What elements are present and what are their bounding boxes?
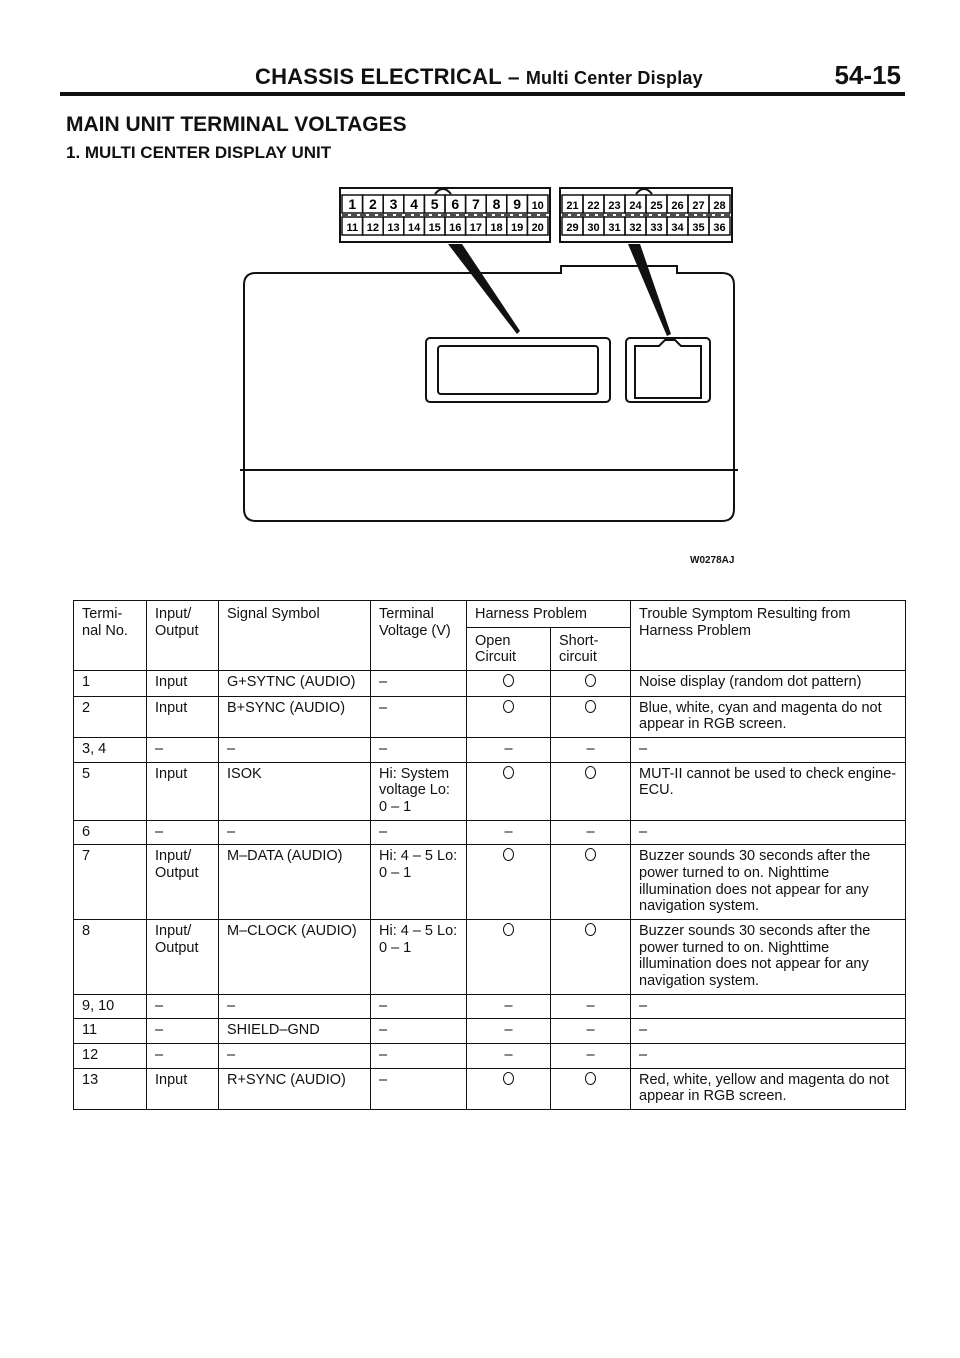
connector-pin-label: 9 xyxy=(513,196,521,212)
signal-cell: – xyxy=(219,738,371,763)
table-row xyxy=(74,696,906,737)
trouble-symptom-cell: Buzzer sounds 30 seconds after the power turned to on. Nighttime illumination does not appear for any navigation system. xyxy=(631,920,906,995)
trouble-symptom-cell: – xyxy=(631,994,906,1019)
circle-mark xyxy=(585,766,596,779)
header-signal: Signal Symbol xyxy=(219,601,371,671)
voltage-cell: – xyxy=(371,671,467,697)
circle-mark xyxy=(585,700,596,713)
open-circuit-cell xyxy=(467,762,551,820)
io-cell: Input xyxy=(147,1068,219,1109)
connector-pin-label: 35 xyxy=(692,222,705,234)
header-terminal: Termi- nal No. xyxy=(74,601,147,671)
io-cell: Input/ Output xyxy=(147,845,219,920)
circle-mark xyxy=(585,674,596,687)
signal-cell: ISOK xyxy=(219,762,371,820)
short-circuit-cell: – xyxy=(551,1044,631,1069)
terminal-no-cell: 8 xyxy=(74,920,147,995)
trouble-symptom-cell: Red, white, yellow and magenta do not appear in RGB screen. xyxy=(631,1068,906,1109)
voltage-cell: – xyxy=(371,1019,467,1044)
open-circuit-cell: – xyxy=(467,820,551,845)
connector-pin-label: 4 xyxy=(410,196,418,212)
section-subheading: 1. MULTI CENTER DISPLAY UNIT xyxy=(66,143,332,162)
connector-pin-label: 3 xyxy=(389,196,398,212)
short-circuit-cell: – xyxy=(551,820,631,845)
table-row xyxy=(74,1068,906,1109)
figure-code: W0278AJ xyxy=(690,555,735,566)
open-circuit-cell xyxy=(467,696,551,737)
signal-cell: – xyxy=(219,820,371,845)
signal-cell: R+SYNC (AUDIO) xyxy=(219,1068,371,1109)
connector-pin-label: 8 xyxy=(492,196,501,212)
signal-cell: B+SYNC (AUDIO) xyxy=(219,696,371,737)
connector-pin-label: 25 xyxy=(650,200,663,212)
circle-mark xyxy=(503,848,514,861)
header-rule xyxy=(60,92,905,96)
open-circuit-cell xyxy=(467,1068,551,1109)
connector-pin-label: 31 xyxy=(608,222,621,234)
short-circuit-cell xyxy=(551,762,631,820)
short-circuit-cell: – xyxy=(551,994,631,1019)
connector-pin-label: 15 xyxy=(428,222,441,234)
connector-pin-label: 1 xyxy=(348,196,357,212)
connector-pin-label: 14 xyxy=(407,222,421,234)
trouble-symptom-cell: Buzzer sounds 30 seconds after the power turned to on. Nighttime illumination does not appear for any navigation system. xyxy=(631,845,906,920)
connector-pin-label: 33 xyxy=(650,222,663,234)
page-heading: MAIN UNIT TERMINAL VOLTAGES xyxy=(66,113,407,136)
page-header xyxy=(60,60,905,94)
short-circuit-cell: – xyxy=(551,738,631,763)
connector-pin-label: 30 xyxy=(587,222,600,234)
header-open: Open Circuit xyxy=(467,627,551,670)
connector-pin-label: 7 xyxy=(472,196,480,212)
table-row xyxy=(74,671,906,697)
open-circuit-cell xyxy=(467,920,551,995)
terminal-no-cell: 7 xyxy=(74,845,147,920)
terminal-no-cell: 3, 4 xyxy=(74,738,147,763)
connector-pin-label: 34 xyxy=(671,222,684,234)
short-circuit-cell xyxy=(551,920,631,995)
terminal-no-cell: 9, 10 xyxy=(74,994,147,1019)
connector-pin-label: 26 xyxy=(671,200,684,212)
voltage-cell: – xyxy=(371,738,467,763)
terminal-voltage-table xyxy=(73,600,906,1110)
connector-pin-label: 17 xyxy=(469,222,483,234)
connector-pin-label: 22 xyxy=(587,200,600,212)
header-io: Input/ Output xyxy=(147,601,219,671)
signal-cell: M–CLOCK (AUDIO) xyxy=(219,920,371,995)
connector-pin-label: 29 xyxy=(566,222,579,234)
terminal-no-cell: 2 xyxy=(74,696,147,737)
trouble-symptom-cell: MUT-II cannot be used to check engine-ECU. xyxy=(631,762,906,820)
section-title: CHASSIS ELECTRICAL xyxy=(255,64,502,89)
header-title xyxy=(255,64,703,90)
voltage-cell: Hi: 4 – 5 Lo: 0 – 1 xyxy=(371,920,467,995)
unit-body xyxy=(240,266,738,521)
display-unit-diagram xyxy=(230,186,750,531)
terminal-no-cell: 6 xyxy=(74,820,147,845)
connector-pin-label: 5 xyxy=(430,196,439,212)
connector-pin-label: 28 xyxy=(713,200,726,212)
connector-pin-label: 13 xyxy=(387,222,400,234)
connector-pin-label: 24 xyxy=(629,200,642,212)
circle-mark xyxy=(585,848,596,861)
connector-pin-label: 36 xyxy=(713,222,726,234)
voltage-cell: – xyxy=(371,994,467,1019)
circle-mark xyxy=(503,700,514,713)
subsection-title: Multi Center Display xyxy=(525,68,703,88)
short-circuit-cell xyxy=(551,1068,631,1109)
io-cell: Input xyxy=(147,696,219,737)
io-cell: Input xyxy=(147,762,219,820)
signal-cell: – xyxy=(219,994,371,1019)
io-cell: – xyxy=(147,994,219,1019)
table-row xyxy=(74,820,906,845)
open-circuit-cell xyxy=(467,845,551,920)
header-dash: – xyxy=(507,66,520,89)
voltage-cell: Hi: 4 – 5 Lo: 0 – 1 xyxy=(371,845,467,920)
io-cell: – xyxy=(147,1044,219,1069)
page-number: 54-15 xyxy=(834,60,901,90)
signal-cell: SHIELD–GND xyxy=(219,1019,371,1044)
short-circuit-cell xyxy=(551,671,631,697)
table-row xyxy=(74,845,906,920)
signal-cell: – xyxy=(219,1044,371,1069)
connector-pin-label: 18 xyxy=(490,222,503,234)
connector-pin-label: 23 xyxy=(608,200,621,212)
connector-pin-label: 27 xyxy=(692,200,705,212)
header-harness: Harness Problem xyxy=(467,601,631,628)
circle-mark xyxy=(503,674,514,687)
io-cell: – xyxy=(147,738,219,763)
voltage-cell: – xyxy=(371,1044,467,1069)
connector-pin-label: 19 xyxy=(510,222,524,234)
open-circuit-cell: – xyxy=(467,1044,551,1069)
io-cell: Input xyxy=(147,671,219,697)
trouble-symptom-cell: – xyxy=(631,1019,906,1044)
table-row xyxy=(74,920,906,995)
terminal-no-cell: 11 xyxy=(74,1019,147,1044)
header-trouble: Trouble Symptom Resulting from Harness Problem xyxy=(631,601,906,671)
io-cell: Input/ Output xyxy=(147,920,219,995)
short-circuit-cell xyxy=(551,696,631,737)
pointer-arrow-a xyxy=(448,244,520,334)
pointer-arrow-b xyxy=(628,244,671,336)
trouble-symptom-cell: Noise display (random dot pattern) xyxy=(631,671,906,697)
circle-mark xyxy=(585,1072,596,1085)
terminal-no-cell: 12 xyxy=(74,1044,147,1069)
open-circuit-cell: – xyxy=(467,994,551,1019)
circle-mark xyxy=(503,923,514,936)
trouble-symptom-cell: – xyxy=(631,738,906,763)
connector-pin-label: 11 xyxy=(346,222,359,234)
connector-pin-label: 21 xyxy=(566,200,579,212)
header-short: Short- circuit xyxy=(551,627,631,670)
voltage-cell: – xyxy=(371,820,467,845)
trouble-symptom-cell: – xyxy=(631,820,906,845)
circle-mark xyxy=(503,1072,514,1085)
table-row xyxy=(74,1044,906,1069)
terminal-no-cell: 1 xyxy=(74,671,147,697)
open-circuit-cell: – xyxy=(467,1019,551,1044)
short-circuit-cell xyxy=(551,845,631,920)
table-row xyxy=(74,1019,906,1044)
trouble-symptom-cell: – xyxy=(631,1044,906,1069)
connector-pin-label: 12 xyxy=(366,222,380,234)
connector-pin-label: 16 xyxy=(449,222,462,234)
circle-mark xyxy=(503,766,514,779)
table-row xyxy=(74,994,906,1019)
connector-pin-label: 32 xyxy=(629,222,642,234)
trouble-symptom-cell: Blue, white, cyan and magenta do not appear in RGB screen. xyxy=(631,696,906,737)
circle-mark xyxy=(585,923,596,936)
connector-pin-label: 10 xyxy=(531,200,544,212)
table-row xyxy=(74,762,906,820)
signal-cell: G+SYTNC (AUDIO) xyxy=(219,671,371,697)
connector-pin-label: 20 xyxy=(531,222,544,234)
voltage-cell: Hi: System voltage Lo: 0 – 1 xyxy=(371,762,467,820)
header-voltage: Terminal Voltage (V) xyxy=(371,601,467,671)
io-cell: – xyxy=(147,820,219,845)
signal-cell: M–DATA (AUDIO) xyxy=(219,845,371,920)
open-circuit-cell xyxy=(467,671,551,697)
terminal-no-cell: 13 xyxy=(74,1068,147,1109)
voltage-cell: – xyxy=(371,1068,467,1109)
voltage-cell: – xyxy=(371,696,467,737)
connector-pin-label: 2 xyxy=(369,196,377,212)
table-row xyxy=(74,738,906,763)
terminal-no-cell: 5 xyxy=(74,762,147,820)
open-circuit-cell: – xyxy=(467,738,551,763)
connector-pin-label: 6 xyxy=(451,196,460,212)
short-circuit-cell: – xyxy=(551,1019,631,1044)
io-cell: – xyxy=(147,1019,219,1044)
table-body xyxy=(74,671,906,1110)
